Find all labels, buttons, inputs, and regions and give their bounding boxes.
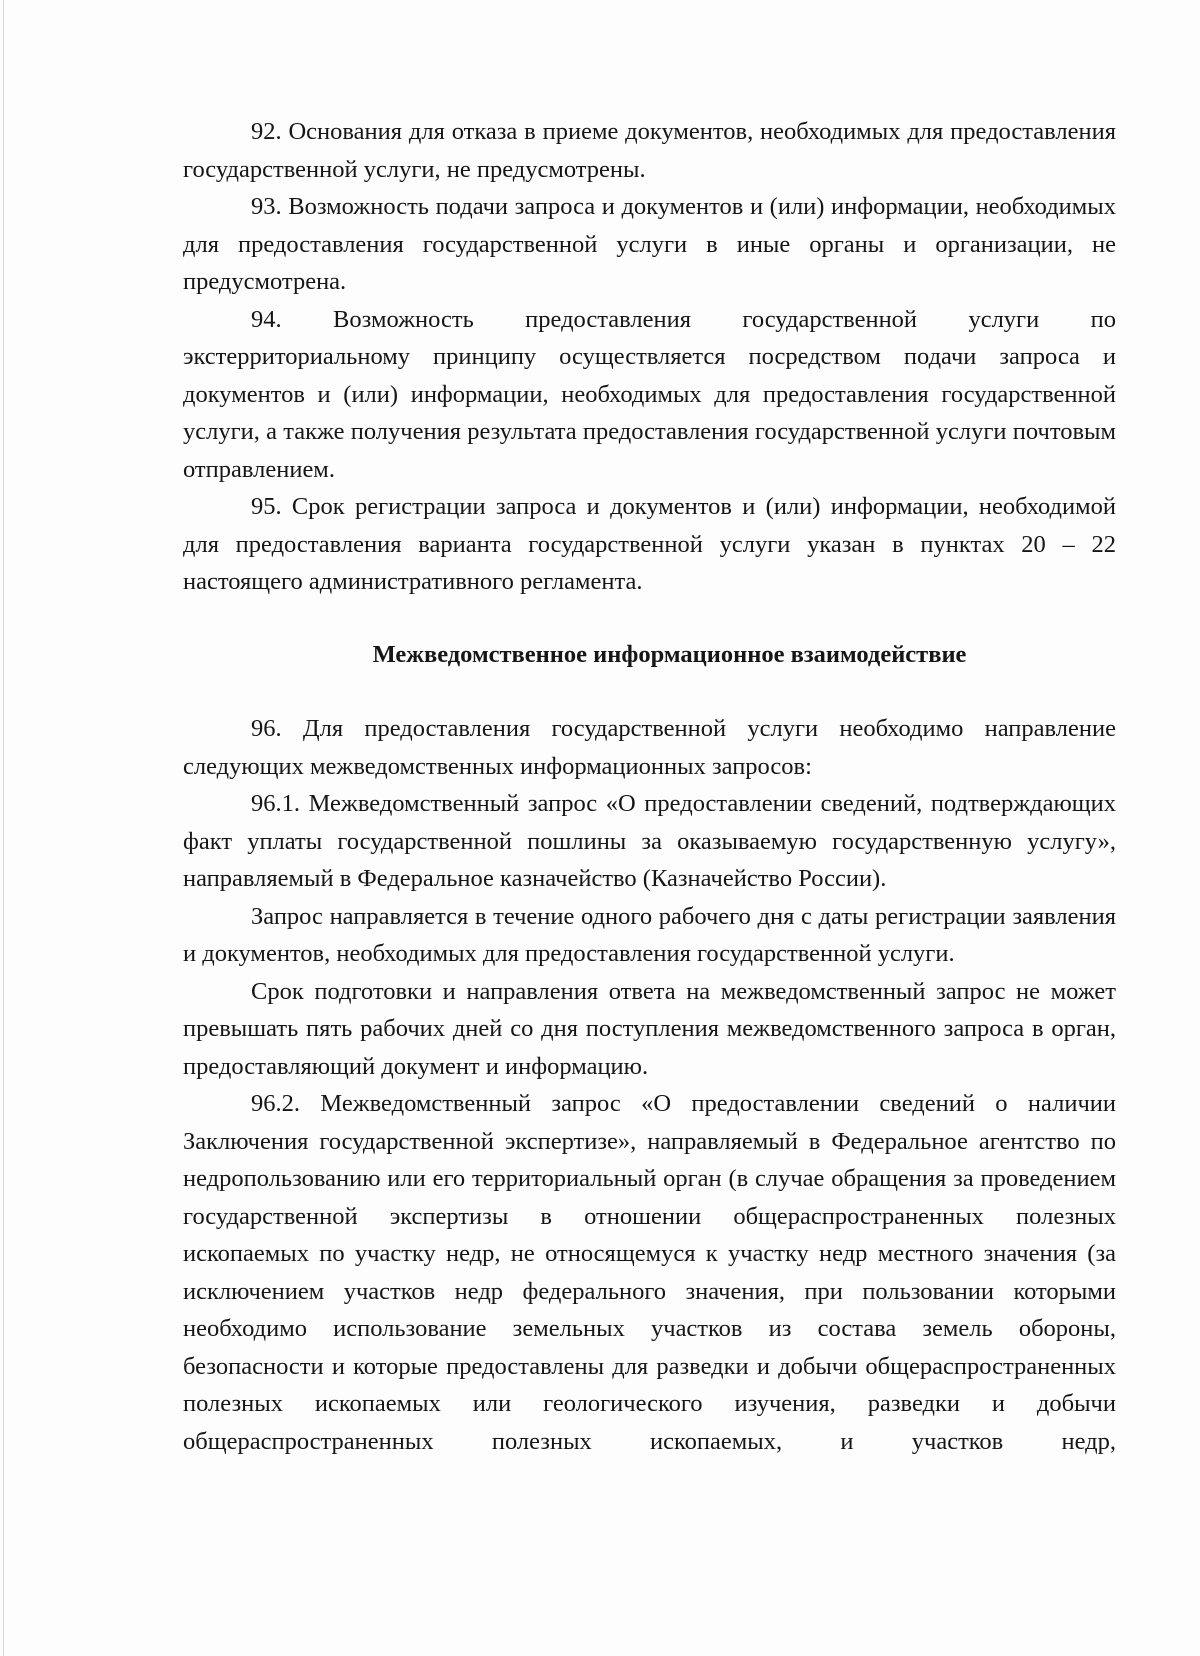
section-heading [183, 636, 1116, 674]
paragraph-96-1: 96.1. Межведомственный запрос «О предоставлении сведений, подтверждающих факт уплаты государственной пошлины за оказываемую государственную услугу», направляемый в Федеральное казначейство (Казначейство России). [183, 790, 1116, 892]
scan-edge-line [3, 0, 4, 1656]
paragraph-93: 93. Возможность подачи запроса и документов и (или) информации, необходимых для предоставления государственной услуги в иные органы и организации, не предусмотрена. [183, 193, 1116, 295]
paragraph-request-timing: Запрос направляется в течение одного рабочего дня с даты регистрации заявления и документов, необходимых для предоставления государственной услуги. [183, 902, 1116, 967]
paragraph-96: 96. Для предоставления государственной услуги необходимо направление следующих межведомственных информационных запросов: [183, 715, 1116, 780]
document-body [183, 113, 1116, 1460]
paragraph-92: 92. Основания для отказа в приеме документов, необходимых для предоставления государственной услуги, не предусмотрены. [183, 118, 1116, 183]
paragraph-96-2: 96.2. Межведомственный запрос «О предоставлении сведений о наличии Заключения государственной экспертизе», направляемый в Федеральное агентство по недропользованию или его территориальный орган (в случае обращения за проведением государственной экспертизы в отношении общераспространенных полезных ископаемых по участку недр, не относящемуся к участку недр местного значения (за исключением участков недр федерального значения, при пользовании которыми необходимо использование земельных участков из состава земель обороны, безопасности и которые предоставлены для разведки и добычи общераспространенных полезных ископаемых или геологического изучения, разведки и добычи общераспространенных полезных ископаемых, и участков недр, [183, 1090, 1116, 1455]
section-heading-text: Межведомственное информационное взаимодействие [372, 640, 967, 668]
paragraph-95: 95. Срок регистрации запроса и документов и (или) информации, необходимой для предоставления варианта государственной услуги указан в пунктах 20 – 22 настоящего административного регламента. [183, 493, 1116, 595]
paragraph-94: 94. Возможность предоставления государственной услуги по экстерриториальному принципу осуществляется посредством подачи запроса и документов и (или) информации, необходимых для предоставления государственной услуги, а также получения результата предоставления государственной услуги почтовым отправлением. [183, 305, 1116, 483]
paragraph-response-deadline: Срок подготовки и направления ответа на межведомственный запрос не может превышать пять рабочих дней со дня поступления межведомственного запроса в орган, предоставляющий документ и информацию. [183, 977, 1116, 1080]
